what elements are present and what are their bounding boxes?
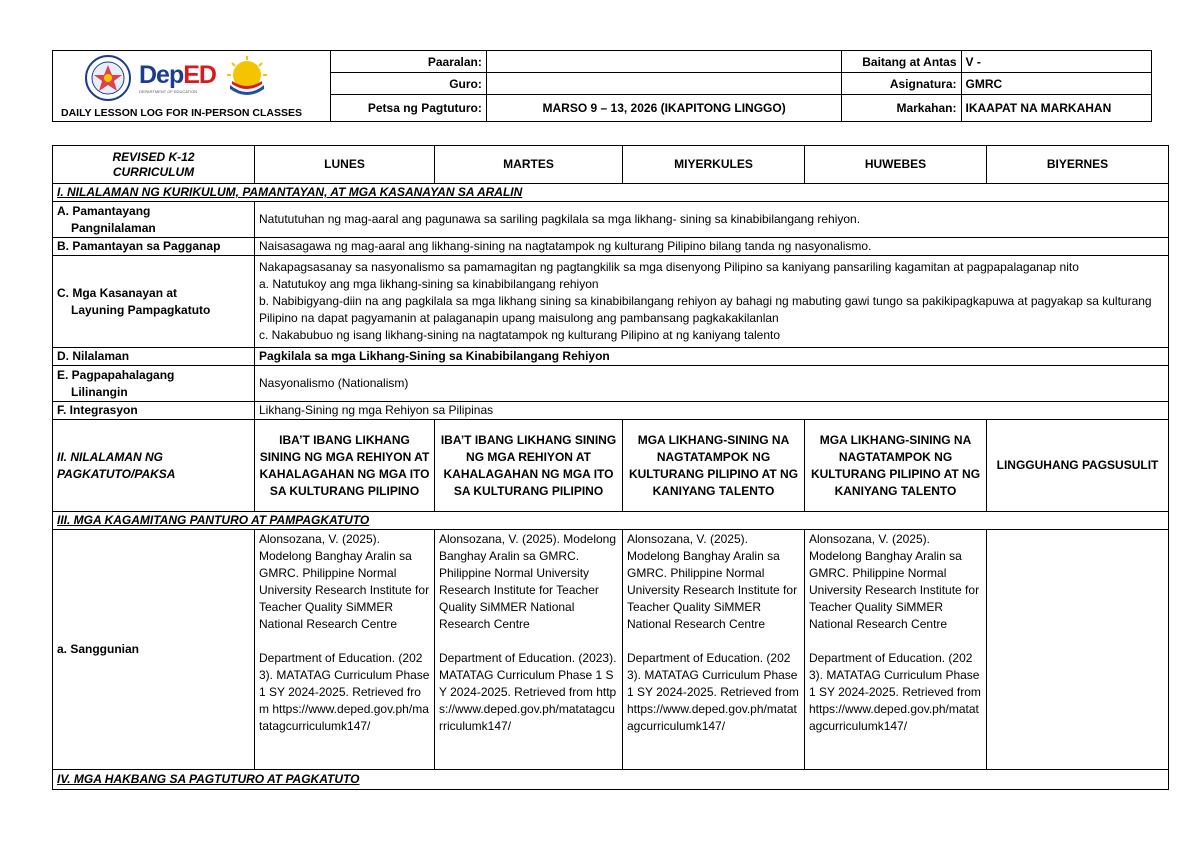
deped-seal-icon xyxy=(85,55,131,101)
section-2-label: II. NILALAMAN NG PAGKATUTO/PAKSA xyxy=(53,420,255,512)
logo-block xyxy=(53,51,331,122)
references-lunes: Alonsozana, V. (2025). Modelong Banghay Aralin sa GMRC. Philippine Normal University Research Institute for Teacher Quality SiMMER National Research Centre Department of Education. (2023). MATATAG Curriculum Phase 1 SY 2024-2025. Retrieved from https://www.deped.gov.ph/matatagcurriculumk147/ xyxy=(255,530,435,770)
section-1-heading: I. NILALAMAN NG KURIKULUM, PAMANTAYAN, AT MGA KASANAYAN SA ARALIN xyxy=(53,184,1169,202)
objective-b: b. Nabibigyang-diin na ang pagkilala sa mga likhang sining sa kinabibilangang rehiyon ay bahagi ng mabuting gawi tungo sa pakikipagkapuwa at pagyakap sa kulturang Pilipino na dapat pagyamanin at palaganapin upang maisulong ang pambansang pagkakakilanlan xyxy=(259,294,1152,325)
bagong-pilipinas-logo-icon xyxy=(224,55,270,101)
deped-logo: DepED DEPARTMENT OF EDUCATION xyxy=(139,60,216,94)
row-d-label: D. Nilalaman xyxy=(53,348,255,366)
markahan-field[interactable]: IKAAPAT NA MARKAHAN xyxy=(961,95,1152,122)
topic-martes: IBA’T IBANG LIKHANG SINING NG MGA REHIYON AT KAHALAGAHAN NG MGA ITO SA KULTURANG PILIPINO xyxy=(435,420,623,512)
guro-field[interactable] xyxy=(486,73,841,95)
day-header-biyernes: BIYERNES xyxy=(987,146,1169,184)
row-b-label: B. Pamantayan sa Pagganap xyxy=(53,238,255,256)
sanggunian-label: a. Sanggunian xyxy=(53,530,255,770)
row-f-label: F. Integrasyon xyxy=(53,402,255,420)
markahan-label: Markahan: xyxy=(842,95,961,122)
baitang-field[interactable]: V - xyxy=(961,51,1152,73)
curriculum-corner: REVISED K-12 CURRICULUM xyxy=(53,146,255,184)
objective-a: a. Natutukoy ang mga likhang-sining sa kinabibilangang rehiyon xyxy=(259,277,599,291)
row-c-label: C. Mga Kasanayan at Layuning Pampagkatuto xyxy=(53,256,255,348)
row-e-label: E. Pagpapahalagang Lilinangin xyxy=(53,366,255,402)
topic-biyernes: LINGGUHANG PAGSUSULIT xyxy=(987,420,1169,512)
topic-miyerkules: MGA LIKHANG-SINING NA NAGTATAMPOK NG KULTURANG PILIPINO AT NG KANIYANG TALENTO xyxy=(623,420,805,512)
row-b-content: Naisasagawa ng mag-aaral ang likhang-sining na nagtatampok ng kulturang Pilipino bilang tanda ng nasyonalismo. xyxy=(255,238,1169,256)
references-biyernes xyxy=(987,530,1169,770)
guro-label: Guro: xyxy=(331,73,487,95)
day-header-lunes: LUNES xyxy=(255,146,435,184)
row-e-content: Nasyonalismo (Nationalism) xyxy=(255,366,1169,402)
days-header-row xyxy=(53,146,1169,184)
dll-caption: DAILY LESSON LOG FOR IN-PERSON CLASSES xyxy=(61,107,302,119)
row-f-content: Likhang-Sining ng mga Rehiyon sa Pilipinas xyxy=(255,402,1169,420)
lesson-log-header xyxy=(52,50,1152,122)
day-header-martes: MARTES xyxy=(435,146,623,184)
day-header-miyerkules: MIYERKULES xyxy=(623,146,805,184)
petsa-label: Petsa ng Pagtuturo: xyxy=(331,95,487,122)
section-3-heading: III. MGA KAGAMITANG PANTURO AT PAMPAGKATUTO xyxy=(53,512,1169,530)
objective-c: c. Nakabubuo ng isang likhang-sining na nagtatampok ng kulturang Pilipino at ng kaniyang talento xyxy=(259,328,781,342)
objectives-intro: Nakapagsasanay sa nasyonalismo sa pamamagitan ng pagtangkilik sa mga disenyong Pilipino sa kaniyang pansariling kagamitan at pagpapalaganap nito xyxy=(259,260,1079,274)
topic-lunes: IBA’T IBANG LIKHANG SINING NG MGA REHIYON AT KAHALAGAHAN NG MGA ITO SA KULTURANG PILIPINO xyxy=(255,420,435,512)
lesson-log-table xyxy=(52,145,1169,790)
asignatura-label: Asignatura: xyxy=(842,73,961,95)
references-miyerkules: Alonsozana, V. (2025). Modelong Banghay Aralin sa GMRC. Philippine Normal University Research Institute for Teacher Quality SiMMER National Research Centre Department of Education. (2023). MATATAG Curriculum Phase 1 SY 2024-2025. Retrieved from https://www.deped.gov.ph/matatagcurriculumk147/ xyxy=(623,530,805,770)
references-martes: Alonsozana, V. (2025). Modelong Banghay Aralin sa GMRC. Philippine Normal University Research Institute for Teacher Quality SiMMER National Research Centre Department of Education. (2023). MATATAG Curriculum Phase 1 SY 2024-2025. Retrieved from https://www.deped.gov.ph/matatagcurriculumk147/ xyxy=(435,530,623,770)
row-a-label: A. Pamantayang Pangnilalaman xyxy=(53,202,255,238)
day-header-huwebes: HUWEBES xyxy=(805,146,987,184)
baitang-label: Baitang at Antas xyxy=(842,51,961,73)
paaralan-label: Paaralan: xyxy=(331,51,487,73)
section-4-heading: IV. MGA HAKBANG SA PAGTUTURO AT PAGKATUTO xyxy=(53,770,1169,790)
logo-row xyxy=(85,55,270,101)
petsa-field[interactable]: MARSO 9 – 13, 2026 (IKAPITONG LINGGO) xyxy=(486,95,841,122)
topic-huwebes: MGA LIKHANG-SINING NA NAGTATAMPOK NG KULTURANG PILIPINO AT NG KANIYANG TALENTO xyxy=(805,420,987,512)
row-c-content xyxy=(255,256,1169,348)
row-d-content: Pagkilala sa mga Likhang-Sining sa Kinabibilangang Rehiyon xyxy=(255,348,1169,366)
references-huwebes: Alonsozana, V. (2025). Modelong Banghay Aralin sa GMRC. Philippine Normal University Research Institute for Teacher Quality SiMMER National Research Centre Department of Education. (2023). MATATAG Curriculum Phase 1 SY 2024-2025. Retrieved from https://www.deped.gov.ph/matatagcurriculumk147/ xyxy=(805,530,987,770)
asignatura-field[interactable]: GMRC xyxy=(961,73,1152,95)
deped-tagline: DEPARTMENT OF EDUCATION xyxy=(139,88,198,94)
paaralan-field[interactable] xyxy=(486,51,841,73)
row-a-content: Natututuhan ng mag-aaral ang pagunawa sa sariling pagkilala sa mga likhang- sining sa kinabibilangang rehiyon. xyxy=(255,202,1169,238)
